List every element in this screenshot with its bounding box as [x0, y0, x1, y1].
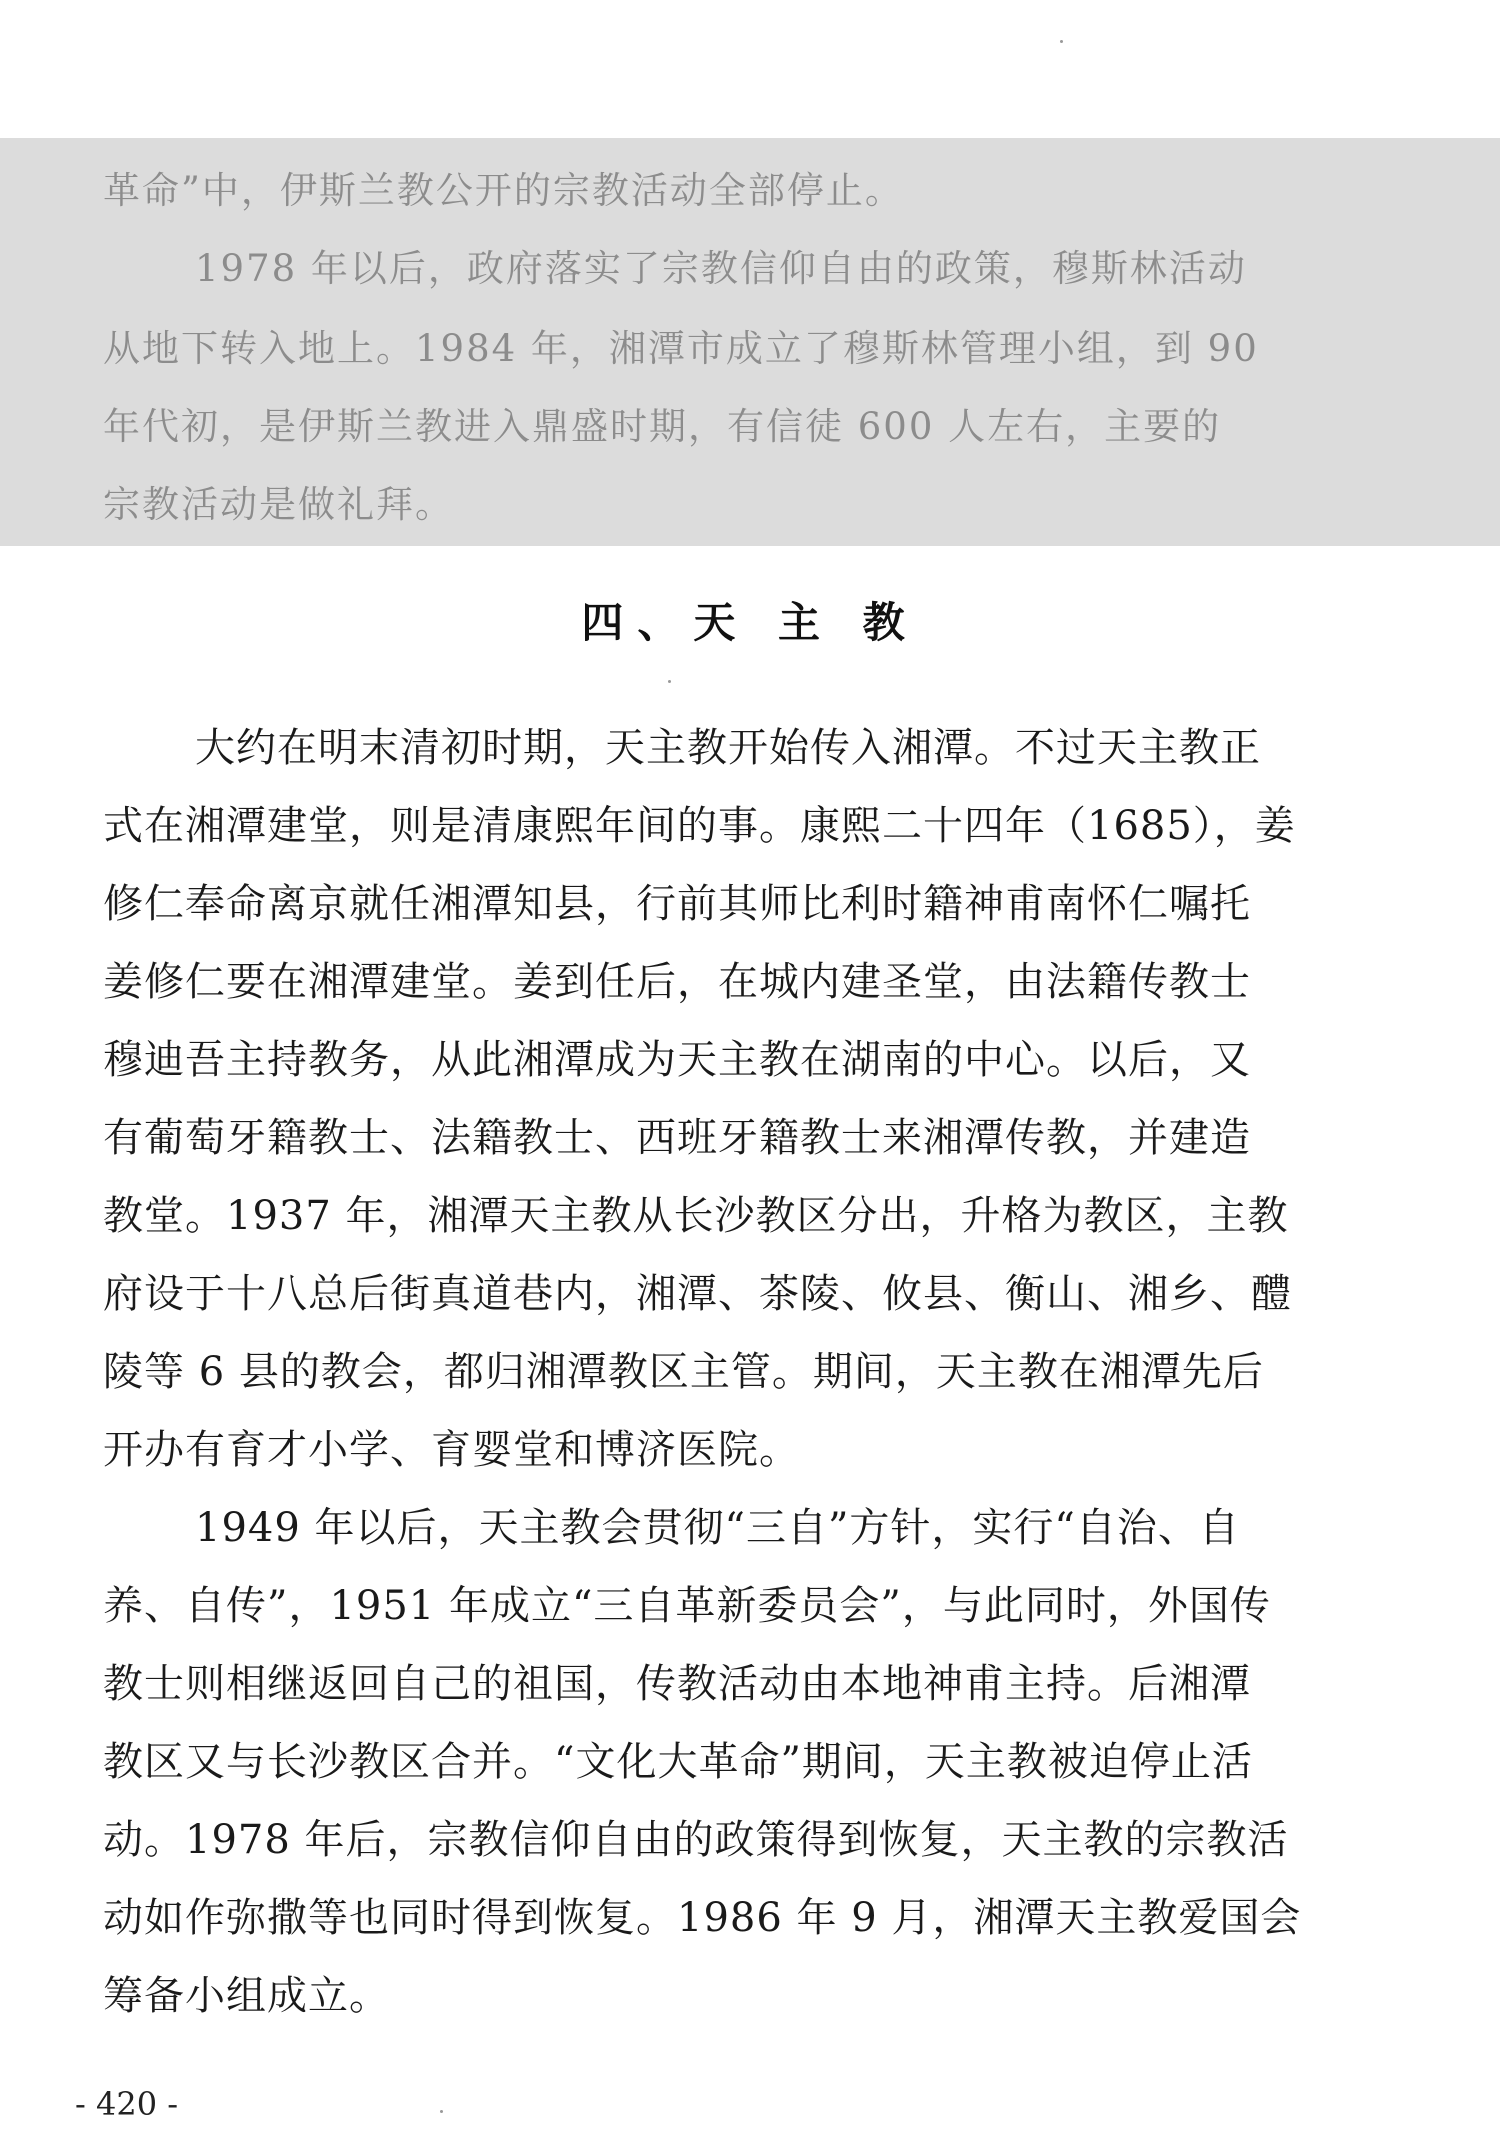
scan-artifact-dot: [668, 680, 671, 683]
paragraph-line: 式在湘潭建堂，则是清康熙年间的事。康熙二十四年（1685），姜: [103, 803, 1296, 849]
paragraph-line: 修仁奉命离京就任湘潭知县，行前其师比利时籍神甫南怀仁嘱托: [103, 881, 1251, 927]
page-number: - 420 -: [75, 2085, 179, 2123]
top-gray-band: [0, 138, 1500, 546]
paragraph-line: 筹备小组成立。: [103, 1973, 390, 2019]
paragraph-line: 有葡萄牙籍教士、法籍教士、西班牙籍教士来湘潭传教，并建造: [103, 1115, 1251, 1161]
scan-artifact-dot: [1060, 40, 1063, 43]
paragraph-line: 教士则相继返回自己的祖国，传教活动由本地神甫主持。后湘潭: [103, 1661, 1251, 1707]
band-line-2: 1978 年以后，政府落实了宗教信仰自由的政策，穆斯林活动: [195, 247, 1247, 290]
paragraph-line: 府设于十八总后街真道巷内，湘潭、茶陵、攸县、衡山、湘乡、醴: [103, 1271, 1292, 1317]
band-line-3: 从地下转入地上。1984 年，湘潭市成立了穆斯林管理小组，到 90: [103, 327, 1259, 370]
paragraph-line: 养、自传”，1951 年成立“三自革新委员会”，与此同时，外国传: [103, 1583, 1271, 1629]
paragraph-line: 大约在明末清初时期，天主教开始传入湘潭。不过天主教正: [195, 725, 1261, 771]
paragraph-line: 教堂。1937 年，湘潭天主教从长沙教区分出，升格为教区，主教: [103, 1193, 1289, 1239]
paragraph-line: 姜修仁要在湘潭建堂。姜到任后，在城内建圣堂，由法籍传教士: [103, 959, 1251, 1005]
paragraph-line: 动如作弥撒等也同时得到恢复。1986 年 9 月，湘潭天主教爱国会: [103, 1895, 1302, 1941]
paragraph-line: 穆迪吾主持教务，从此湘潭成为天主教在湖南的中心。以后，又: [103, 1037, 1251, 1083]
scan-artifact-dot: [440, 2110, 443, 2113]
paragraph-line: 教区又与长沙教区合并。“文化大革命”期间，天主教被迫停止活: [103, 1739, 1253, 1785]
section-title: 四、天 主 教: [581, 598, 919, 647]
paragraph-line: 1949 年以后，天主教会贯彻“三自”方针，实行“自治、自: [195, 1505, 1240, 1551]
paragraph-line: 开办有育才小学、育婴堂和博济医院。: [103, 1427, 800, 1473]
paragraph-line: 动。1978 年后，宗教信仰自由的政策得到恢复，天主教的宗教活: [103, 1817, 1289, 1863]
band-line-1: 革命”中，伊斯兰教公开的宗教活动全部停止。: [103, 169, 904, 212]
paragraph-line: 陵等 6 县的教会，都归湘潭教区主管。期间，天主教在湘潭先后: [103, 1349, 1264, 1395]
band-line-4: 年代初，是伊斯兰教进入鼎盛时期，有信徒 600 人左右，主要的: [103, 405, 1222, 448]
band-line-5: 宗教活动是做礼拜。: [103, 483, 454, 526]
